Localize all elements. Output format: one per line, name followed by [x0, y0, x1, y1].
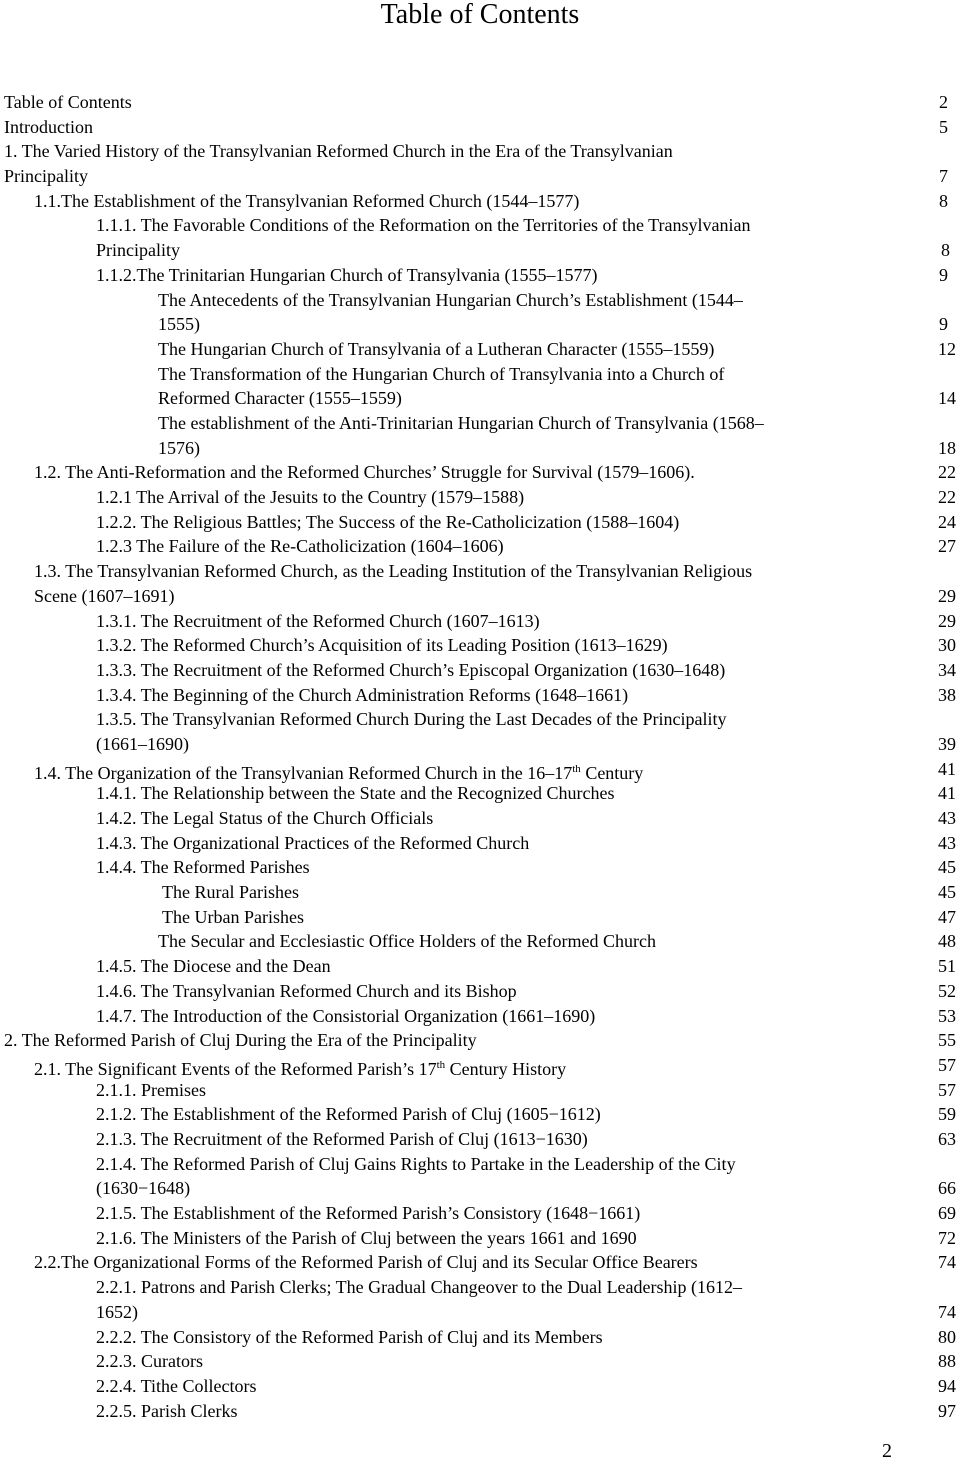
toc-entry-title-part: 1.4. The Organization of the Transylvanian Reformed Church in the 16–17 — [34, 762, 573, 783]
toc-entry-title-line: 1576) — [158, 437, 200, 458]
toc-entry-title-line: 2.2.3. Curators — [96, 1351, 203, 1372]
toc-entry-title-line: Principality — [4, 166, 88, 187]
toc-entry-title-part: Century History — [445, 1058, 567, 1079]
toc-entry — [0, 115, 960, 140]
toc-entry — [0, 1053, 960, 1078]
toc-entry-page-number: 57 — [938, 1079, 956, 1100]
toc-entry-title-line: 2.2.1. Patrons and Parish Clerks; The Gradual Changeover to the Dual Leadership (1612– — [96, 1277, 743, 1298]
toc-entry-page-number: 9 — [939, 314, 948, 335]
toc-entry — [0, 189, 960, 214]
toc-entry-title-line: 1.2. The Anti-Reformation and the Reformed Churches’ Struggle for Survival (1579–1606). — [34, 462, 695, 483]
toc-entry-page-number: 30 — [938, 635, 956, 656]
toc-entry-title-line: 1.2.1 The Arrival of the Jesuits to the Country (1579–1588) — [96, 487, 525, 508]
toc-entry-title-line: 2.2.5. Parish Clerks — [96, 1400, 238, 1421]
toc-entry — [0, 1275, 960, 1324]
toc-entry-page-number: 43 — [938, 832, 956, 853]
toc-entry-page-number: 22 — [938, 462, 956, 483]
toc-entry-title-line: 2.1.3. The Recruitment of the Reformed Parish of Cluj (1613−1630) — [96, 1128, 588, 1149]
toc-entry-page-number: 18 — [938, 437, 956, 458]
toc-entry-page-number: 34 — [938, 659, 956, 680]
toc-entry-title-line: 2.2.4. Tithe Collectors — [96, 1375, 257, 1396]
toc-entry-page-number: 29 — [938, 585, 956, 606]
toc-entry-title-line: The Secular and Ecclesiastic Office Holders of the Reformed Church — [158, 931, 656, 952]
toc-entry-page-number: 63 — [938, 1128, 956, 1149]
toc-entry — [0, 411, 960, 460]
toc-entry-page-number: 72 — [938, 1227, 956, 1248]
toc-entry — [0, 1325, 960, 1350]
toc-entry-title-line: The establishment of the Anti-Trinitarian Hungarian Church of Transylvania (1568– — [158, 413, 764, 433]
toc-entry — [0, 362, 960, 411]
toc-entry-page-number: 59 — [938, 1104, 956, 1125]
toc-entry — [0, 288, 960, 337]
toc-entry-page-number: 97 — [938, 1400, 956, 1421]
toc-entry-title-line: 2.1.4. The Reformed Parish of Cluj Gains Rights to Partake in the Leadership of the City — [96, 1153, 736, 1174]
toc-entry-title-line: 1.3.4. The Beginning of the Church Administration Reforms (1648–1661) — [96, 684, 629, 705]
toc-entry-title-line: (1630−1648) — [96, 1178, 191, 1199]
toc-entry-page-number: 12 — [938, 338, 956, 359]
toc-entry — [0, 460, 960, 485]
toc-entry-page-number: 14 — [938, 388, 956, 409]
toc-entry-title-line: 1.4.7. The Introduction of the Consistorial Organization (1661–1690) — [96, 1005, 596, 1026]
toc-entry-title-line: Scene (1607–1691) — [34, 585, 175, 606]
toc-entry-page-number: 9 — [939, 264, 948, 285]
toc-entry — [0, 1028, 960, 1053]
toc-entry-title-line: 1.3.5. The Transylvanian Reformed Church During the Last Decades of the Principality — [96, 709, 727, 730]
toc-entry-page-number: 55 — [938, 1030, 956, 1051]
toc-entry-page-number: 24 — [938, 511, 956, 532]
toc-entry — [0, 263, 960, 288]
toc-entry — [0, 1250, 960, 1275]
toc-entry-page-number: 45 — [938, 882, 956, 903]
toc-entry-page-number: 29 — [938, 610, 956, 631]
toc-entry-page-number: 45 — [938, 857, 956, 878]
toc-entry-title-line: 1.3. The Transylvanian Reformed Church, as the Leading Institution of the Transylvanian Religious — [34, 561, 753, 582]
toc-entry-superscript: th — [572, 762, 581, 775]
toc-entry-title-line: (1661–1690) — [96, 733, 189, 754]
toc-entry-title-line: 1.4.6. The Transylvanian Reformed Church and its Bishop — [96, 980, 517, 1001]
toc-entry-title-line: 2.1.6. The Ministers of the Parish of Cluj between the years 1661 and 1690 — [96, 1227, 637, 1248]
toc-entry — [0, 880, 960, 905]
toc-entry — [0, 139, 960, 188]
toc-entry — [0, 1004, 960, 1029]
toc-entry — [0, 683, 960, 708]
toc-entry-title-line: 1.1.The Establishment of the Transylvanian Reformed Church (1544–1577) — [34, 190, 580, 211]
toc-entry — [0, 485, 960, 510]
toc-entry-page-number: 41 — [938, 783, 956, 804]
toc-entry-title-line: 1.3.2. The Reformed Church’s Acquisition of its Leading Position (1613–1629) — [96, 635, 668, 656]
toc-entry-title-line: The Hungarian Church of Transylvania of a Lutheran Character (1555–1559) — [158, 338, 715, 359]
toc-entry-title-part: Century — [580, 762, 644, 783]
toc-entry-page-number: 57 — [938, 1054, 956, 1075]
toc-entry-title-line: 1.4.2. The Legal Status of the Church Officials — [96, 808, 434, 829]
toc-entry — [0, 633, 960, 658]
toc-entry — [0, 855, 960, 880]
toc-entry-page-number: 74 — [938, 1301, 956, 1322]
toc-entry-page-number: 27 — [938, 536, 956, 557]
toc-entry — [0, 1399, 960, 1424]
toc-entry-page-number: 43 — [938, 808, 956, 829]
toc-entry-title-line: 1.3.1. The Recruitment of the Reformed Church (1607–1613) — [96, 610, 540, 631]
toc-entry — [0, 1127, 960, 1152]
toc-entry-title-line: 2.1.2. The Establishment of the Reformed Parish of Cluj (1605−1612) — [96, 1104, 601, 1125]
toc-entry-title-line: 1.4.4. The Reformed Parishes — [96, 857, 310, 878]
toc-entry — [0, 1226, 960, 1251]
toc-entry-title-line: Principality — [96, 240, 180, 261]
toc-entry-title-line: 1.3.3. The Recruitment of the Reformed Church’s Episcopal Organization (1630–1648) — [96, 659, 726, 680]
toc-entry — [0, 905, 960, 930]
toc-entry-page-number: 8 — [941, 240, 950, 261]
toc-entry — [0, 559, 960, 608]
toc-entry-superscript: th — [436, 1058, 446, 1071]
toc-entry-page-number: 88 — [938, 1351, 956, 1372]
toc-entry-page-number: 5 — [939, 116, 948, 137]
toc-entry-page-number: 47 — [938, 906, 956, 927]
toc-entry — [0, 1078, 960, 1103]
toc-entry — [0, 1374, 960, 1399]
toc-entry-title-line: 2.1.5. The Establishment of the Reformed Parish’s Consistory (1648−1661) — [96, 1203, 641, 1224]
toc-entry-title-line: The Antecedents of the Transylvanian Hungarian Church’s Establishment (1544– — [158, 289, 743, 310]
toc-entry-title-part: 2.1. The Significant Events of the Reformed Parish’s 17 — [34, 1058, 437, 1079]
toc-entry-title-line: 1.1.2.The Trinitarian Hungarian Church of Transylvania (1555–1577) — [96, 264, 598, 285]
toc-entry-title-line: Table of Contents — [4, 92, 132, 112]
toc-entry — [0, 979, 960, 1004]
toc-entry — [0, 213, 960, 262]
toc-entry-page-number: 51 — [938, 956, 956, 977]
toc-entry-page-number: 22 — [938, 487, 956, 508]
toc-entry-title-line: 1.2.3 The Failure of the Re-Catholicization (1604–1606) — [96, 536, 504, 557]
toc-entry-title-line: 2.2.The Organizational Forms of the Reformed Parish of Cluj and its Secular Office Bearers — [34, 1252, 698, 1273]
toc-entry-page-number: 74 — [938, 1252, 956, 1273]
toc-entry-page-number: 38 — [938, 684, 956, 705]
toc-entry — [0, 757, 960, 782]
toc-entry-page-number: 53 — [938, 1005, 956, 1026]
toc-entry-title-line: The Transformation of the Hungarian Church of Transylvania into a Church of — [158, 363, 725, 384]
toc-entry — [0, 929, 960, 954]
toc-entry-title-line: Introduction — [4, 116, 93, 137]
toc-entry-title-line: Reformed Character (1555–1559) — [158, 388, 402, 409]
page-title: Table of Contents — [380, 0, 580, 30]
toc-entry-title-line: 1.4.5. The Diocese and the Dean — [96, 956, 331, 977]
toc-entry — [0, 337, 960, 362]
toc-entry — [0, 781, 960, 806]
toc-entry — [0, 806, 960, 831]
toc-entry-title-line: 2.2.2. The Consistory of the Reformed Parish of Cluj and its Members — [96, 1326, 603, 1347]
toc-entry-page-number: 48 — [938, 931, 956, 952]
toc-entry — [0, 1349, 960, 1374]
toc-entry-page-number: 39 — [938, 733, 956, 754]
toc-entry-page-number: 52 — [938, 980, 956, 1001]
toc-entry-title-line: 1.2.2. The Religious Battles; The Success of the Re-Catholicization (1588–1604) — [96, 511, 680, 532]
toc-entry-page-number: 69 — [938, 1203, 956, 1224]
toc-entry-page-number: 7 — [939, 166, 948, 187]
toc-entry-title-line: 1. The Varied History of the Transylvanian Reformed Church in the Era of the Transylvanian — [4, 141, 673, 162]
toc-entry-page-number: 41 — [938, 758, 956, 779]
toc-entry-title-line: 1.4.3. The Organizational Practices of the Reformed Church — [96, 832, 530, 853]
toc-entry-title-line: 1.4.1. The Relationship between the State and the Recognized Churches — [96, 783, 615, 804]
toc-entry-title-line: The Urban Parishes — [162, 906, 304, 927]
toc-entry-title-line: 2. The Reformed Parish of Cluj During the Era of the Principality — [4, 1030, 477, 1051]
toc-list — [0, 90, 960, 1423]
toc-entry — [0, 1201, 960, 1226]
toc-entry-page-number: 94 — [938, 1375, 956, 1396]
toc-entry — [0, 1102, 960, 1127]
toc-entry-title-line: The Rural Parishes — [162, 882, 299, 903]
toc-entry-title-line: 1555) — [158, 314, 200, 335]
toc-entry — [0, 534, 960, 559]
toc-entry — [0, 831, 960, 856]
toc-entry — [0, 707, 960, 756]
toc-entry-title-line: 2.1.1. Premises — [96, 1079, 206, 1100]
toc-entry — [0, 510, 960, 535]
toc-entry-page-number: 2 — [939, 92, 948, 112]
toc-entry — [0, 90, 960, 115]
toc-entry-page-number: 80 — [938, 1326, 956, 1347]
toc-entry — [0, 1152, 960, 1201]
toc-entry-title-line: 1.1.1. The Favorable Conditions of the Reformation on the Territories of the Transylvanian — [96, 215, 751, 236]
toc-entry — [0, 609, 960, 634]
toc-entry — [0, 658, 960, 683]
toc-entry-page-number: 66 — [938, 1178, 956, 1199]
page-footer-number: 2 — [882, 1440, 892, 1462]
toc-entry-title-line: 1652) — [96, 1301, 138, 1322]
toc-entry-page-number: 8 — [939, 190, 948, 211]
toc-entry — [0, 954, 960, 979]
